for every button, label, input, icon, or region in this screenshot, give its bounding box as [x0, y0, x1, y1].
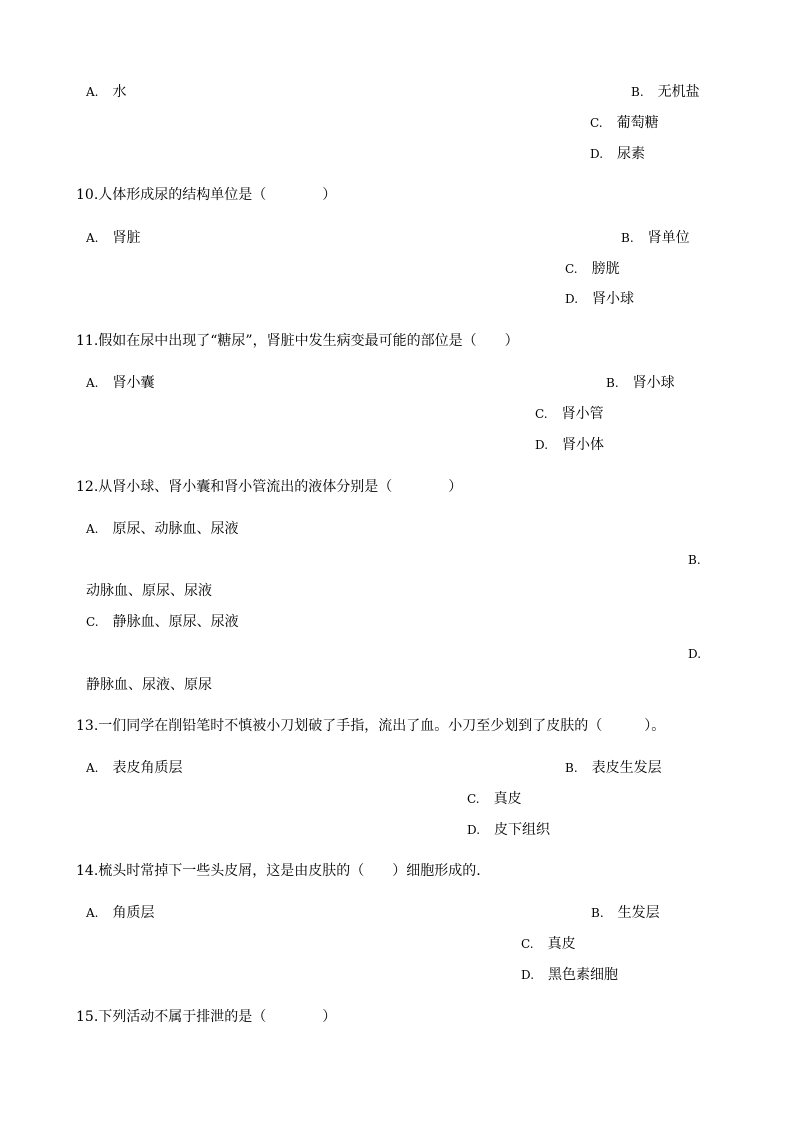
- option-text: 肾单位: [647, 230, 690, 246]
- q13-option-a: [86, 759, 182, 777]
- q13-stem: 13.一们同学在削铅笔时不慎被小刀划破了手指，流出了血。小刀至少划到了皮肤的（ ）。: [76, 718, 666, 734]
- q12-stem: 12.从肾小球、肾小囊和肾小管流出的液体分别是（ ）: [76, 479, 463, 495]
- option-text: 尿素: [617, 146, 646, 162]
- q10-option-d: [565, 290, 634, 308]
- q13-option-d: [467, 821, 550, 839]
- q12-option-c: [86, 613, 239, 631]
- option-label: B.: [688, 553, 701, 567]
- option-label: B.: [606, 376, 619, 390]
- option-text: 葡萄糖: [616, 115, 659, 131]
- option-label: B.: [621, 231, 634, 245]
- option-label: C.: [535, 407, 548, 421]
- q12-option-b-label: [688, 551, 715, 569]
- option-label: D.: [535, 438, 549, 452]
- q15-stem: 15.下列活动不属于排泄的是（ ）: [76, 1009, 337, 1025]
- option-text: 肾脏: [112, 230, 141, 246]
- option-label: B.: [565, 761, 578, 775]
- q14-option-d: [521, 966, 618, 984]
- option-text: 肾小球: [592, 291, 635, 307]
- q12-option-d-text: 静脉血、尿液、原尿: [86, 677, 212, 693]
- option-text: 肾小囊: [112, 375, 155, 391]
- q10-option-a: [86, 229, 140, 247]
- q10-stem: 10.人体形成尿的结构单位是（ ）: [76, 187, 337, 203]
- q11-option-b: [606, 374, 675, 392]
- option-label: D.: [565, 292, 579, 306]
- option-text: 静脉血、原尿、尿液: [112, 614, 239, 630]
- q11-option-d: [535, 436, 604, 454]
- q14-stem: 14.梳头时常掉下一些头皮屑，这是由皮肤的（ ）细胞形成的.: [76, 863, 481, 879]
- option-label: A.: [86, 906, 99, 920]
- q11-option-a: [86, 374, 154, 392]
- option-text: 角质层: [112, 905, 155, 921]
- option-label: A.: [86, 761, 99, 775]
- option-label: C.: [590, 116, 603, 130]
- option-label: C.: [86, 615, 99, 629]
- option-label: B.: [631, 85, 644, 99]
- option-label: C.: [467, 792, 480, 806]
- q11-stem: 11.假如在尿中出现了“糖尿”，肾脏中发生病变最可能的部位是（ ）: [76, 333, 519, 349]
- option-label: D.: [688, 647, 702, 661]
- option-text: 原尿、动脉血、尿液: [112, 521, 239, 537]
- q14-option-b: [591, 904, 660, 922]
- q9-option-d: [590, 145, 645, 163]
- q13-option-c: [467, 790, 522, 808]
- option-label: A.: [86, 522, 99, 536]
- option-text: 肾小球: [632, 375, 675, 391]
- q10-option-c: [565, 260, 620, 278]
- option-label: B.: [591, 906, 604, 920]
- option-label: C.: [565, 262, 578, 276]
- option-text: 皮下组织: [494, 822, 551, 838]
- q9-option-a: [86, 83, 126, 101]
- option-label: A.: [86, 231, 99, 245]
- q9-option-b: [631, 83, 700, 101]
- q11-option-c: [535, 405, 604, 423]
- option-text: 黑色素细胞: [548, 967, 619, 983]
- q13-option-b: [565, 759, 662, 777]
- option-text: 水: [112, 84, 127, 100]
- q12-option-d-label: [688, 645, 715, 663]
- q12-option-a: [86, 520, 238, 538]
- q10-option-b: [621, 229, 690, 247]
- option-label: D.: [590, 147, 604, 161]
- option-text: 肾小管: [561, 406, 604, 422]
- option-label: C.: [521, 937, 534, 951]
- option-label: A.: [86, 85, 99, 99]
- q9-option-c: [590, 114, 659, 132]
- q14-option-c: [521, 935, 576, 953]
- option-label: D.: [521, 968, 535, 982]
- option-text: 生发层: [617, 905, 660, 921]
- option-text: 膀胱: [591, 261, 620, 277]
- q14-option-a: [86, 904, 154, 922]
- option-text: 表皮角质层: [112, 760, 183, 776]
- option-text: 真皮: [547, 936, 576, 952]
- option-text: 无机盐: [657, 84, 700, 100]
- option-text: 肾小体: [562, 437, 605, 453]
- option-label: A.: [86, 376, 99, 390]
- option-label: D.: [467, 823, 481, 837]
- option-text: 真皮: [493, 791, 522, 807]
- q12-option-b-text: 动脉血、原尿、尿液: [86, 583, 212, 599]
- option-text: 表皮生发层: [591, 760, 662, 776]
